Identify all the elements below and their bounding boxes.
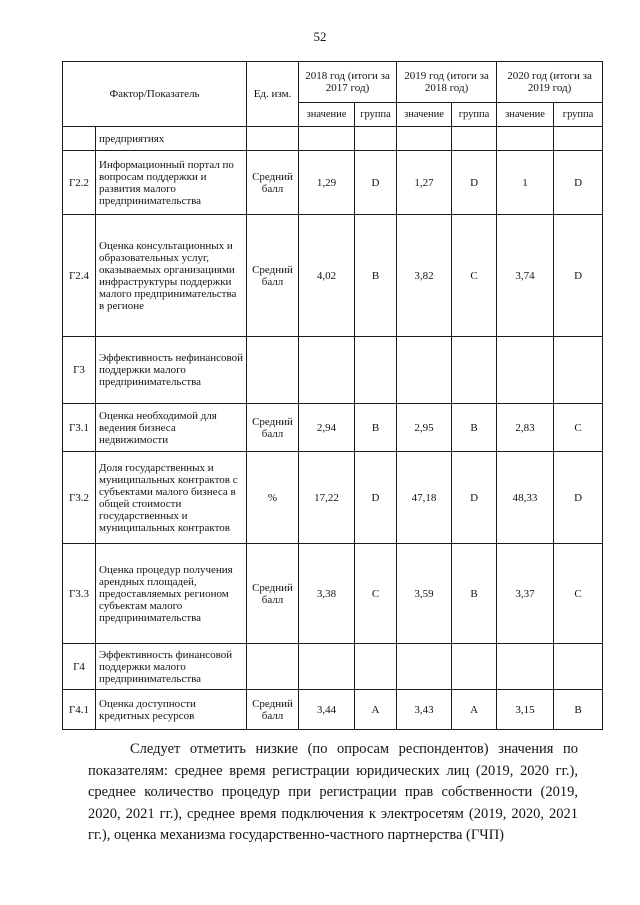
value-2020 [497,337,554,404]
value-2020: 3,37 [497,544,554,644]
row-unit: Средний балл [247,544,299,644]
header-group-2019: группа [452,103,497,127]
group-2018 [355,337,397,404]
value-2020: 3,74 [497,215,554,337]
value-2019: 2,95 [397,404,452,452]
value-2019: 47,18 [397,452,452,544]
group-2019 [452,337,497,404]
header-group-2018: группа [355,103,397,127]
row-code: Г3.1 [63,404,96,452]
page-number: 52 [313,29,327,44]
table-row [63,215,603,337]
row-unit: Средний балл [247,151,299,215]
row-name: Эффективность финансовой поддержки малого предпринимательства [96,644,247,690]
value-2019: 3,82 [397,215,452,337]
row-unit: % [247,452,299,544]
row-name: Оценка доступности кредитных ресурсов [96,690,247,730]
header-value-2019: значение [397,103,452,127]
table-row [63,127,603,151]
row-code: Г3.2 [63,452,96,544]
body-text: Следует отметить низкие (по опросам респондентов) значения по показателям: среднее время регистрации юридических лиц (2019, 2020 гг.), среднее количество процедур при регистрации прав собственности (2019, 2020, 2021 гг.), среднее время подключения к электросетям (2019, 2020, 2021 гг.), оценка механизма государственно-частного партнерства (ГЧП) [88,741,578,843]
table-row [63,690,603,730]
group-2018 [355,127,397,151]
value-2020: 3,15 [497,690,554,730]
value-2019: 1,27 [397,151,452,215]
value-2018: 17,22 [299,452,355,544]
value-2018: 3,44 [299,690,355,730]
row-name: Доля государственных и муниципальных контрактов с субъектами малого бизнеса в общей стоимости государственных и муниципальных контрактов [96,452,247,544]
group-2019: D [452,452,497,544]
value-2018 [299,644,355,690]
value-2019 [397,337,452,404]
group-2020: C [554,544,603,644]
value-2020 [497,127,554,151]
row-unit [247,127,299,151]
group-2019: B [452,404,497,452]
group-2020 [554,644,603,690]
table-row [63,151,603,215]
value-2018: 2,94 [299,404,355,452]
value-2020: 48,33 [497,452,554,544]
group-2018: B [355,215,397,337]
row-unit: Средний балл [247,690,299,730]
group-2018: B [355,404,397,452]
group-2019: C [452,215,497,337]
group-2018 [355,644,397,690]
group-2019 [452,644,497,690]
header-group-2020: группа [554,103,603,127]
group-2018: D [355,452,397,544]
group-2020 [554,127,603,151]
value-2018 [299,337,355,404]
row-code: Г2.2 [63,151,96,215]
value-2019 [397,644,452,690]
row-code: Г2.4 [63,215,96,337]
row-unit [247,337,299,404]
row-name: Эффективность нефинансовой поддержки малого предпринимательства [96,337,247,404]
value-2018: 1,29 [299,151,355,215]
group-2020: D [554,215,603,337]
group-2020: D [554,151,603,215]
value-2019 [397,127,452,151]
value-2019: 3,43 [397,690,452,730]
table-row [63,337,603,404]
header-year-2019: 2019 год (итоги за 2018 год) [397,62,497,103]
group-2020: C [554,404,603,452]
table-row [63,404,603,452]
table-row [63,544,603,644]
body-paragraph [88,739,578,847]
value-2018: 4,02 [299,215,355,337]
group-2018: A [355,690,397,730]
row-unit: Средний балл [247,404,299,452]
group-2019: B [452,544,497,644]
group-2018: C [355,544,397,644]
table-row [63,452,603,544]
header-year-2018: 2018 год (итоги за 2017 год) [299,62,397,103]
group-2019: D [452,151,497,215]
row-name: Оценка процедур получения арендных площадей, предоставляемых регионом субъектам малого предпринимательства [96,544,247,644]
row-unit: Средний балл [247,215,299,337]
value-2018: 3,38 [299,544,355,644]
row-code: Г3.3 [63,544,96,644]
row-code: Г4.1 [63,690,96,730]
header-value-2018: значение [299,103,355,127]
table-row [63,644,603,690]
value-2020: 2,83 [497,404,554,452]
row-name: Оценка необходимой для ведения бизнеса недвижимости [96,404,247,452]
group-2019 [452,127,497,151]
table-body [63,127,603,730]
row-name: Информационный портал по вопросам поддержки и развития малого предпринимательства [96,151,247,215]
group-2020: D [554,452,603,544]
row-name: предприятиях [96,127,247,151]
row-unit [247,644,299,690]
group-2020 [554,337,603,404]
header-value-2020: значение [497,103,554,127]
group-2020: B [554,690,603,730]
row-name: Оценка консультационных и образовательных услуг, оказываемых организациями инфраструктуры поддержки малого предпринимательства в регионе [96,215,247,337]
row-code: Г4 [63,644,96,690]
header-unit: Ед. изм. [247,62,299,127]
header-year-2020: 2020 год (итоги за 2019 год) [497,62,603,103]
group-2019: A [452,690,497,730]
row-code [63,127,96,151]
value-2020: 1 [497,151,554,215]
value-2019: 3,59 [397,544,452,644]
row-code: Г3 [63,337,96,404]
header-factor: Фактор/Показатель [63,62,247,127]
value-2018 [299,127,355,151]
group-2018: D [355,151,397,215]
value-2020 [497,644,554,690]
indicators-table [62,61,603,730]
